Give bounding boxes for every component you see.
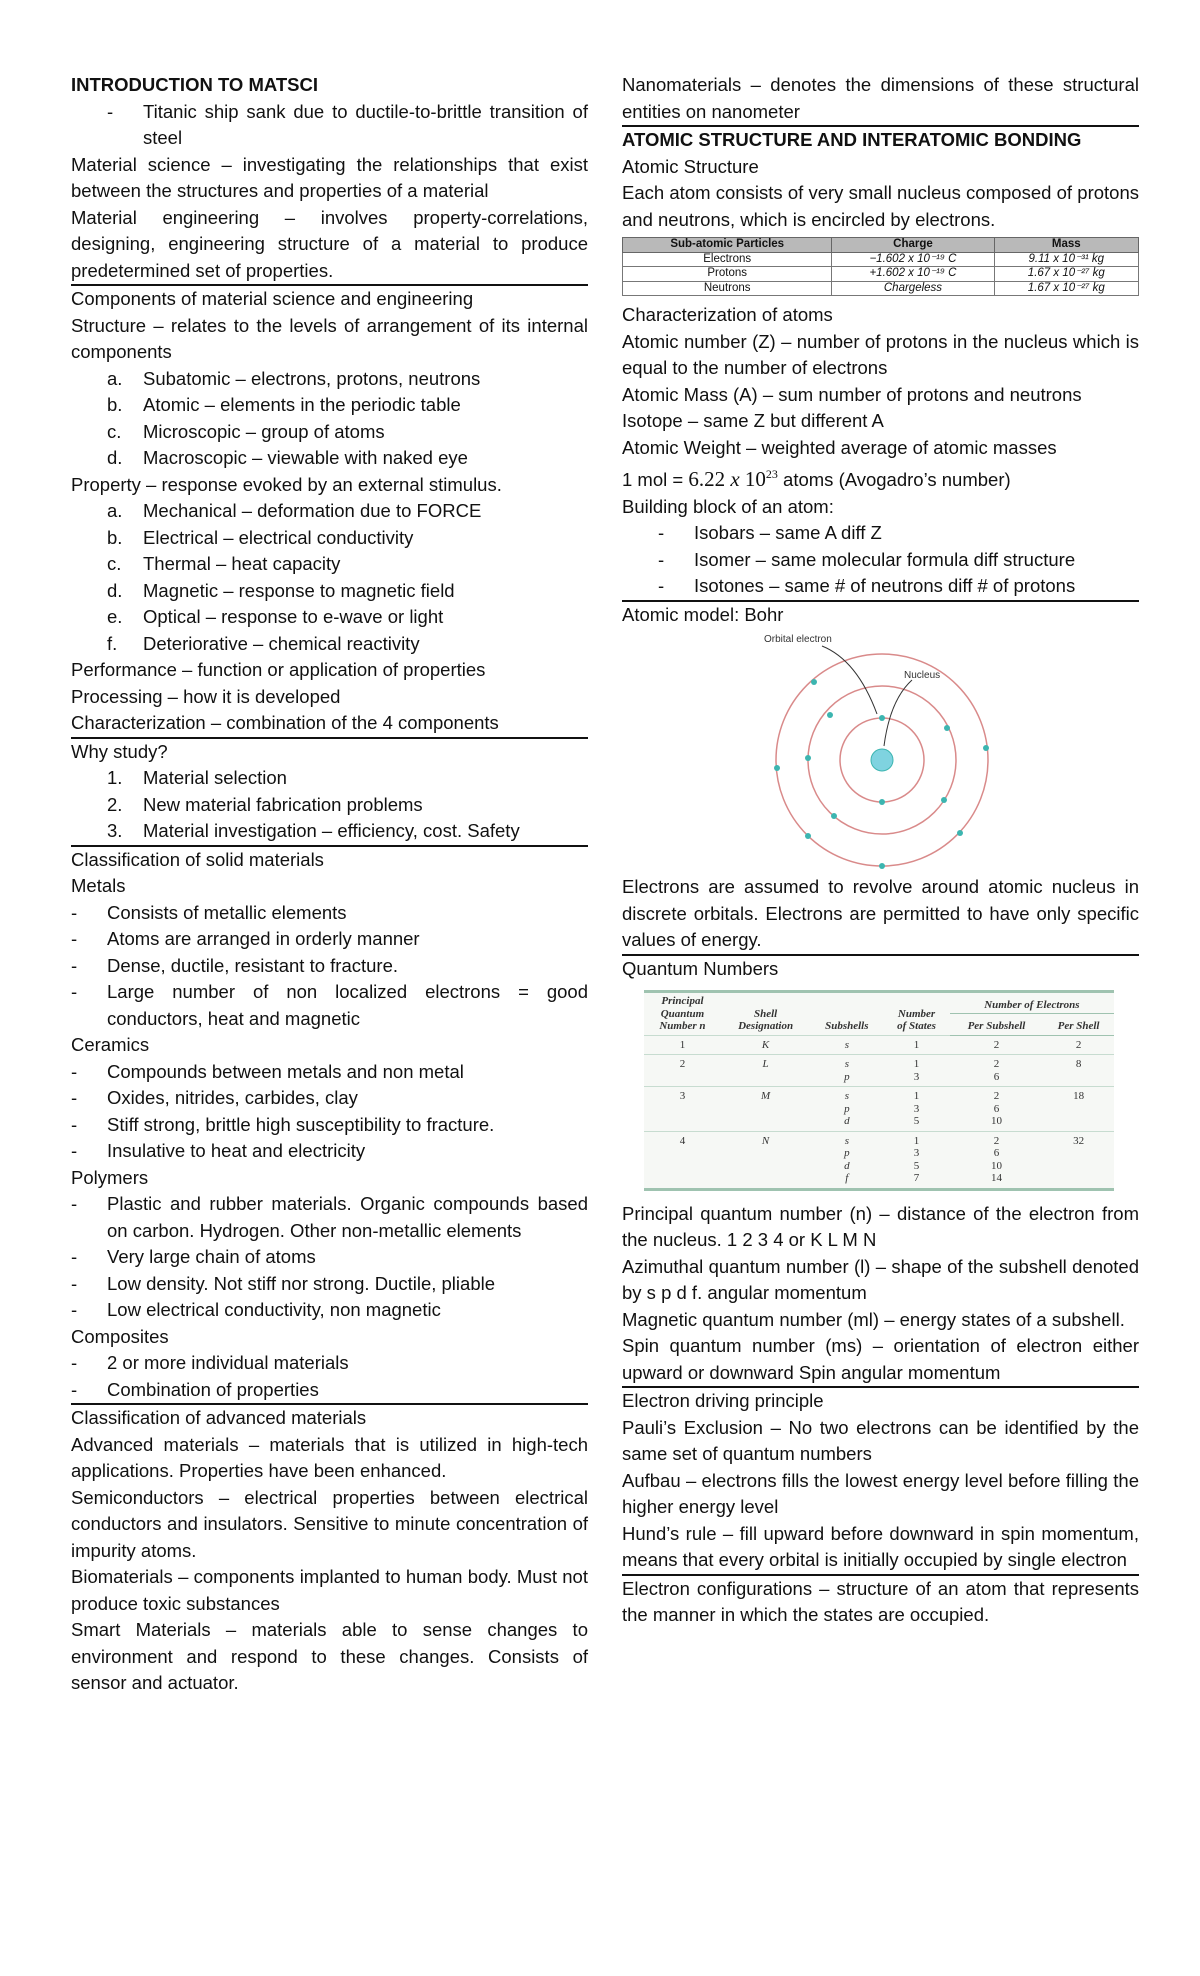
table-cell-value: 1 [913, 1038, 920, 1051]
list-marker: 3. [107, 820, 123, 841]
electron [944, 725, 950, 731]
atomic-structure-section [622, 127, 1139, 602]
list-marker: e. [107, 606, 123, 627]
performance-def: Performance – function or application of properties [71, 659, 486, 680]
per-subshell-cell [950, 1035, 1043, 1055]
table-cell-value: p [844, 1147, 850, 1159]
material-engineering-def: Material engineering – involves property-correlations, designing, engineering structure of a material to produce predetermined set of properties. [71, 206, 588, 281]
table-cell-value: 6 [993, 1102, 1000, 1115]
table-cell: Protons [623, 267, 832, 282]
spin-qn-def: Spin quantum number (ms) – orientation of electron either upward or downward Spin angular momentum [622, 1335, 1139, 1383]
nucleus [871, 749, 893, 771]
processing-def: Processing – how it is developed [71, 685, 341, 707]
why-study-list [71, 765, 588, 845]
list-item-text: Deteriorative – chemical reactivity [143, 632, 420, 654]
atom-description: Each atom consists of very small nucleus composed of protons and neutrons, which is encircled by electrons. [622, 182, 1139, 230]
principal-n-cell: 3 [644, 1087, 721, 1132]
structure-def: Structure – relates to the levels of arrangement of its internal components [71, 314, 588, 362]
list-marker: b. [107, 394, 123, 415]
list-item [71, 765, 588, 792]
electron [941, 797, 947, 803]
list-item-text: Optical – response to e-wave or light [143, 606, 444, 627]
table-cell-value: 3 [913, 1102, 920, 1115]
atomic-structure-title: ATOMIC STRUCTURE AND INTERATOMIC BONDING [622, 129, 1082, 150]
subatomic-table-body [623, 252, 1139, 296]
quantum-table-body [644, 1035, 1114, 1189]
table-cell-value: s [844, 1058, 849, 1070]
list-item-text: Mechanical – deformation due to FORCE [143, 500, 482, 521]
table-cell-value: s [844, 1090, 849, 1102]
table-row [644, 1035, 1114, 1055]
left-column [71, 72, 588, 1697]
list-item [71, 525, 588, 552]
electron [831, 813, 837, 819]
shell-cell: K [721, 1035, 810, 1055]
list-marker: a. [107, 500, 123, 521]
property-list [71, 498, 588, 657]
advanced-materials-section [71, 1405, 588, 1697]
per-subshell-cell [950, 1087, 1043, 1132]
electron-config-section [622, 1576, 1139, 1629]
table-row [623, 252, 1139, 267]
subshells-cell [810, 1055, 883, 1087]
list-marker: f. [107, 632, 118, 654]
intro-title: INTRODUCTION TO MATSCI [71, 74, 318, 95]
quantum-numbers-title: Quantum Numbers [622, 957, 779, 979]
right-column [622, 72, 1139, 1629]
subshells-header: Subshells [810, 992, 883, 1036]
list-item-text: Material investigation – efficiency, cost. Safety [143, 820, 520, 841]
list-item: - Consists of metallic elements [71, 900, 588, 927]
structure-list [71, 366, 588, 472]
list-item [71, 792, 588, 819]
list-item-text: Electrical – electrical conductivity [143, 526, 414, 548]
list-marker: b. [107, 526, 123, 548]
quantum-numbers-table [644, 990, 1114, 1191]
components-section [71, 286, 588, 739]
electron [811, 679, 817, 685]
electron [879, 715, 885, 721]
list-item: - Low density. Not stiff nor strong. Ductile, pliable [71, 1271, 588, 1298]
list-item: - Very large chain of atoms [71, 1244, 588, 1271]
shell-header-line: Shell [753, 1007, 778, 1020]
table-cell-value: 14 [990, 1172, 1002, 1184]
list-marker: c. [107, 553, 122, 574]
table-row [623, 281, 1139, 296]
electron [983, 745, 989, 751]
list-item: - 2 or more individual materials [71, 1350, 588, 1377]
table-cell-value: 5 [913, 1159, 920, 1172]
ceramics-list [71, 1059, 588, 1165]
table-header-row [644, 992, 1114, 1014]
per-subshell-cell [950, 1055, 1043, 1087]
principal-header-line: Quantum [660, 1007, 705, 1020]
table-cell: −1.602 x 10⁻¹⁹ C [832, 252, 994, 267]
list-marker: d. [107, 579, 123, 601]
solid-materials-title: Classification of solid materials [71, 848, 324, 870]
table-cell-value: p [844, 1102, 850, 1115]
list-item: - Oxides, nitrides, carbides, clay [71, 1085, 588, 1112]
aufbau-def: Aufbau – electrons fills the lowest energy level before filling the higher energy level [622, 1469, 1139, 1517]
list-item [71, 818, 588, 845]
atomic-mass-def: Atomic Mass (A) – sum number of protons and neutrons [622, 383, 1082, 405]
list-item-text: New material fabrication problems [143, 793, 423, 815]
table-cell-value: 1 [913, 1090, 920, 1102]
table-cell: Chargeless [832, 281, 994, 296]
list-marker: 2. [107, 793, 123, 815]
table-cell-value: 1 [913, 1058, 920, 1070]
table-row [644, 1131, 1114, 1189]
list-item: - Plastic and rubber materials. Organic compounds based on carbon. Hydrogen. Other non-metallic elements [71, 1191, 588, 1244]
why-study-section [71, 739, 588, 847]
list-marker: 1. [107, 767, 123, 788]
hund-def: Hund’s rule – fill upward before downward in spin momentum, means that every orbital is initially occupied by single electron [622, 1522, 1139, 1570]
table-cell: 1.67 x 10⁻²⁷ kg [994, 281, 1138, 296]
list-item: - Large number of non localized electrons = good conductors, heat and magnetic [71, 979, 588, 1032]
table-cell-value: 10 [990, 1159, 1002, 1172]
biomaterials-def: Biomaterials – components implanted to human body. Must not produce toxic substances [71, 1566, 588, 1614]
list-marker: c. [107, 420, 122, 442]
list-item: - Low electrical conductivity, non magnetic [71, 1297, 588, 1324]
avogadro-mantissa: 6.22 [688, 467, 726, 491]
list-item-text: Material selection [143, 767, 287, 788]
table-cell-value: 6 [993, 1070, 1000, 1083]
mol-definition [622, 461, 1139, 494]
list-marker: d. [107, 447, 123, 468]
list-item [71, 445, 588, 472]
table-cell-value: 1 [913, 1134, 920, 1147]
table-cell-value: d [844, 1115, 850, 1127]
list-item [71, 366, 588, 393]
table-cell-value: 6 [993, 1147, 1000, 1159]
list-item: - Combination of properties [71, 1377, 588, 1404]
electron-config-def: Electron configurations – structure of an atom that represents the manner in which the states are occupied. [622, 1577, 1139, 1625]
electron [774, 765, 780, 771]
electron-driving-title: Electron driving principle [622, 1390, 824, 1411]
states-header-line: of States [897, 1020, 936, 1032]
subshells-cell [810, 1035, 883, 1055]
metals-list [71, 900, 588, 1033]
composites-list [71, 1350, 588, 1403]
per-shell-cell: 8 [1043, 1055, 1114, 1087]
property-def: Property – response evoked by an external stimulus. [71, 473, 502, 495]
per-shell-cell: 2 [1043, 1035, 1114, 1055]
atomic-number-def: Atomic number (Z) – number of protons in the nucleus which is equal to the number of electrons [622, 330, 1139, 378]
list-item [71, 631, 588, 658]
table-cell: 9.11 x 10⁻³¹ kg [994, 252, 1138, 267]
atomic-weight-def: Atomic Weight – weighted average of atomic masses [622, 436, 1057, 458]
advanced-materials-title: Classification of advanced materials [71, 1407, 367, 1428]
states-cell [883, 1035, 949, 1055]
list-item [71, 498, 588, 525]
table-row [623, 267, 1139, 282]
list-item-text: Magnetic – response to magnetic field [143, 579, 455, 601]
mol-suffix: atoms (Avogadro’s number) [777, 469, 1011, 490]
intro-section [71, 72, 588, 286]
building-block-list [622, 520, 1139, 600]
table-cell-value: s [844, 1134, 849, 1147]
table-row [644, 1055, 1114, 1087]
atomic-model-title: Atomic model: Bohr [622, 603, 784, 625]
table-header: Mass [994, 238, 1138, 253]
avogadro-base: 10 [744, 467, 766, 491]
table-cell-value: d [844, 1159, 850, 1172]
list-item: - Isobars – same A diff Z [622, 520, 1139, 547]
per-subshell-cell [950, 1131, 1043, 1189]
list-item: - Compounds between metals and non metal [71, 1059, 588, 1086]
principal-n-cell: 4 [644, 1131, 721, 1189]
bohr-model-section [622, 602, 1139, 956]
table-header: Charge [832, 238, 994, 253]
characterization-def: Characterization – combination of the 4 components [71, 712, 499, 733]
subshells-cell [810, 1131, 883, 1189]
principal-qn-def: Principal quantum number (n) – distance of the electron from the nucleus. 1 2 3 4 or K L M N [622, 1202, 1139, 1250]
smart-materials-def: Smart Materials – materials able to sense changes to environment and respond to these changes. Consists of sensor and actuator. [71, 1619, 588, 1693]
table-cell-value: 7 [913, 1172, 920, 1184]
principal-header-line: Number n [659, 1020, 706, 1032]
list-item: - Insulative to heat and electricity [71, 1138, 588, 1165]
principal-header-line: Principal [661, 995, 704, 1007]
electron [879, 863, 885, 869]
quantum-numbers-section [622, 956, 1139, 1389]
composites-title: Composites [71, 1325, 169, 1347]
nucleus-label: Nucleus [904, 670, 941, 681]
avogadro-value [688, 467, 778, 491]
orbital-electron-label: Orbital electron [764, 634, 832, 645]
states-cell [883, 1055, 949, 1087]
list-item [71, 578, 588, 605]
intro-dash-list [71, 99, 588, 152]
shell-header [721, 992, 810, 1036]
table-cell-value: 10 [990, 1115, 1002, 1127]
principal-n-cell: 2 [644, 1055, 721, 1087]
subatomic-particles-table [622, 237, 1139, 296]
table-cell-value: 2 [993, 1090, 1000, 1102]
table-cell: Electrons [623, 252, 832, 267]
principal-header [644, 992, 721, 1036]
bohr-model-diagram [762, 630, 1002, 870]
list-item: - Dense, ductile, resistant to fracture. [71, 953, 588, 980]
table-cell-value: s [844, 1038, 849, 1051]
list-item-text: Thermal – heat capacity [143, 553, 341, 574]
electrons-header: Number of Electrons [950, 992, 1114, 1014]
list-item: - Atoms are arranged in orderly manner [71, 926, 588, 953]
list-item: - Isomer – same molecular formula diff structure [622, 547, 1139, 574]
list-item: - Titanic ship sank due to ductile-to-brittle transition of steel [71, 99, 588, 152]
list-item-text: Subatomic – electrons, protons, neutrons [143, 367, 481, 389]
polymers-list [71, 1191, 588, 1324]
isotope-def: Isotope – same Z but different A [622, 410, 884, 431]
orbital-pointer [822, 646, 877, 714]
list-item-text: Atomic – elements in the periodic table [143, 394, 461, 415]
metals-title: Metals [71, 875, 126, 896]
azimuthal-qn-def: Azimuthal quantum number (l) – shape of the subshell denoted by s p d f. angular momentum [622, 1255, 1139, 1303]
table-row [644, 1087, 1114, 1132]
table-cell-value: 2 [993, 1134, 1000, 1147]
mol-prefix: 1 mol = [622, 469, 689, 490]
characterization-atoms-title: Characterization of atoms [622, 304, 833, 325]
bohr-description: Electrons are assumed to revolve around atomic nucleus in discrete orbitals. Electrons are permitted to have only specific values of energy. [622, 876, 1139, 950]
polymers-title: Polymers [71, 1166, 149, 1188]
magnetic-qn-def: Magnetic quantum number (ml) – energy states of a subshell. [622, 1308, 1125, 1330]
table-cell: Neutrons [623, 281, 832, 296]
per-subshell-header: Per Subshell [950, 1014, 1043, 1035]
shell-cell: M [721, 1087, 810, 1132]
avogadro-exponent: 23 [765, 467, 778, 481]
list-item [71, 551, 588, 578]
electron-driving-section [622, 1388, 1139, 1576]
table-cell: 1.67 x 10⁻²⁷ kg [994, 267, 1138, 282]
table-header: Sub-atomic Particles [623, 238, 832, 253]
subshells-cell [810, 1087, 883, 1132]
table-cell-value: 2 [993, 1038, 1000, 1051]
pauli-def: Pauli’s Exclusion – No two electrons can be identified by the same set of quantum numbers [622, 1416, 1139, 1464]
table-cell-value: 5 [913, 1115, 920, 1127]
electron [827, 712, 833, 718]
list-item: - Isotones – same # of neutrons diff # of protons [622, 573, 1139, 600]
shell-cell: L [721, 1055, 810, 1087]
solid-materials-section [71, 847, 588, 1406]
table-cell-value: 3 [913, 1147, 920, 1159]
nanomaterials-def: Nanomaterials – denotes the dimensions of these structural entities on nanometer [622, 74, 1139, 122]
building-block-title: Building block of an atom: [622, 495, 834, 517]
list-item-text: Microscopic – group of atoms [143, 420, 385, 442]
table-cell-value: 3 [913, 1070, 920, 1083]
states-header [883, 992, 949, 1036]
why-study-title: Why study? [71, 740, 168, 762]
per-shell-header: Per Shell [1043, 1014, 1114, 1035]
ceramics-title: Ceramics [71, 1034, 150, 1055]
nanomaterials-section [622, 72, 1139, 127]
electron [805, 755, 811, 761]
table-cell-value: f [845, 1172, 849, 1184]
table-cell-value: 2 [993, 1058, 1000, 1070]
avogadro-times: x [730, 467, 740, 491]
per-shell-cell: 18 [1043, 1087, 1114, 1132]
advanced-materials-def: Advanced materials – materials that is utilized in high-tech applications. Properties have been enhanced. [71, 1433, 588, 1481]
electron [957, 830, 963, 836]
list-item-text: Macroscopic – viewable with naked eye [143, 447, 468, 468]
list-item [71, 419, 588, 446]
states-header-line: Number [897, 1007, 936, 1020]
states-cell [883, 1131, 949, 1189]
table-header-row [623, 238, 1139, 253]
components-title: Components of material science and engineering [71, 288, 474, 309]
electron [879, 799, 885, 805]
electron [805, 833, 811, 839]
list-marker: a. [107, 367, 123, 389]
shell-header-line: Designation [738, 1020, 794, 1032]
table-cell: +1.602 x 10⁻¹⁹ C [832, 267, 994, 282]
shell-cell: N [721, 1131, 810, 1189]
atomic-structure-subtitle: Atomic Structure [622, 155, 759, 177]
list-item: - Stiff strong, brittle high susceptibility to fracture. [71, 1112, 588, 1139]
list-item [71, 604, 588, 631]
semiconductors-def: Semiconductors – electrical properties between electrical conductors and insulators. Sensitive to minute concentration of impurity atoms. [71, 1486, 588, 1561]
list-item [71, 392, 588, 419]
per-shell-cell: 32 [1043, 1131, 1114, 1189]
table-cell-value: p [844, 1070, 850, 1083]
principal-n-cell: 1 [644, 1035, 721, 1055]
material-science-def: Material science – investigating the relationships that exist between the structures and properties of a material [71, 153, 588, 201]
states-cell [883, 1087, 949, 1132]
